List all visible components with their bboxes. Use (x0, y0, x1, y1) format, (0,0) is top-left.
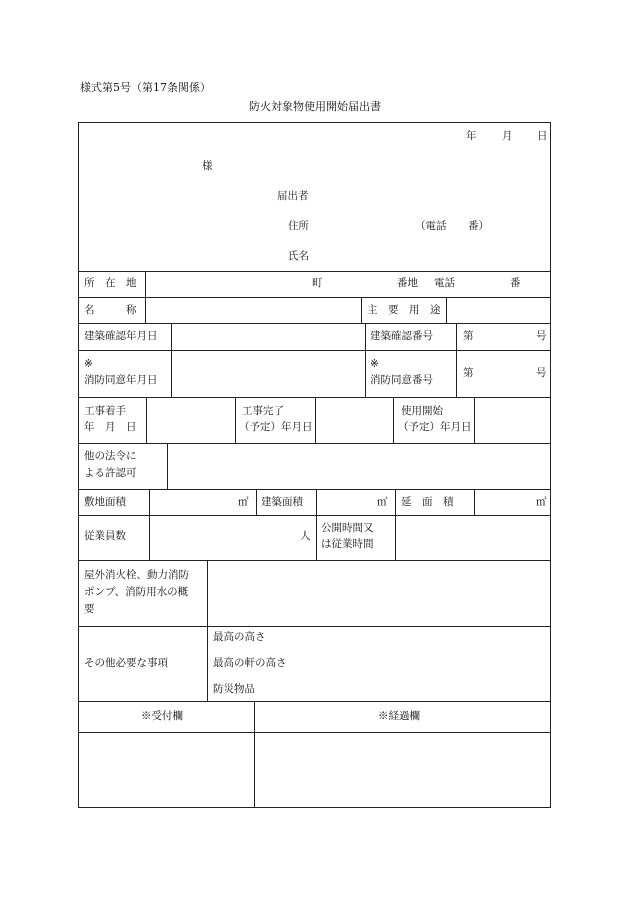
employees-label: 従業員数 (84, 530, 126, 542)
location-lot: 番地 (397, 277, 418, 289)
col-divider (149, 515, 150, 560)
construct-start-line2: 年 月 日 (84, 421, 137, 433)
col-divider (145, 297, 146, 323)
floor-area-unit: ㎡ (536, 496, 547, 508)
build-confirm-no-suffix: 号 (536, 330, 547, 342)
progress-label: ※経過欄 (378, 710, 420, 722)
col-divider (167, 443, 168, 489)
outdoor-hydrant-line3: 要 (84, 603, 95, 615)
row-divider (79, 323, 550, 324)
col-divider (254, 701, 255, 808)
col-divider (446, 297, 447, 323)
row-divider (79, 560, 550, 561)
col-divider (235, 397, 236, 443)
col-divider (395, 489, 396, 515)
reception-label: ※受付欄 (141, 710, 183, 722)
row-divider (79, 297, 550, 298)
floor-area-label: 延 面 積 (401, 496, 454, 508)
public-hours-line1: 公開時間又 (321, 522, 374, 534)
other-law-line2: よる許認可 (84, 467, 137, 479)
fire-consent-date-label: 消防同意年月日 (84, 374, 158, 386)
outdoor-hydrant-line2: ポンプ、消防用水の概 (84, 586, 189, 598)
build-confirm-no-label: 建築確認番号 (370, 330, 433, 342)
addressee-suffix: 様 (202, 160, 213, 172)
construct-end-line1: 工事完了 (242, 405, 284, 417)
page-title: 防火対象物使用開始届出書 (249, 100, 381, 113)
build-confirm-date-label: 建築確認年月日 (84, 330, 158, 342)
fire-consent-no-label: 消防同意番号 (370, 374, 433, 386)
col-divider (393, 397, 394, 443)
col-divider (361, 297, 362, 323)
row-divider (79, 701, 550, 702)
construct-start-line1: 工事着手 (84, 405, 126, 417)
date-day-label: 日 (537, 130, 548, 142)
col-divider (207, 626, 208, 701)
fire-consent-no-suffix: 号 (536, 367, 547, 379)
building-area-unit: ㎡ (377, 496, 388, 508)
fire-consent-no-asterisk: ※ (370, 358, 379, 370)
max-height-label: 最高の高さ (213, 631, 266, 643)
location-town: 町 (312, 277, 323, 289)
fire-consent-date-asterisk: ※ (84, 358, 93, 370)
public-hours-line2: は従業時間 (321, 538, 374, 550)
location-label: 所 在 地 (84, 277, 137, 289)
col-divider (256, 489, 257, 515)
form-number: 様式第5号（第17条関係） (80, 81, 211, 94)
site-area-unit: ㎡ (238, 496, 249, 508)
col-divider (365, 323, 366, 397)
construct-end-line2: （予定）年月日 (239, 421, 313, 433)
date-year-label: 年 (466, 130, 477, 142)
row-divider (79, 732, 550, 733)
location-phone-suffix: 番 (510, 277, 521, 289)
row-divider (79, 271, 550, 272)
col-divider (145, 271, 146, 297)
fire-consent-no-prefix: 第 (463, 367, 474, 379)
col-divider (207, 560, 208, 626)
main-use-label: 主 要 用 途 (367, 304, 441, 316)
date-month-label: 月 (502, 130, 513, 142)
col-divider (395, 515, 396, 560)
use-start-line1: 使用開始 (401, 405, 443, 417)
col-divider (316, 489, 317, 515)
col-divider (171, 323, 172, 397)
col-divider (315, 397, 316, 443)
build-confirm-no-prefix: 第 (463, 330, 474, 342)
employees-unit: 人 (300, 530, 311, 542)
col-divider (149, 489, 150, 515)
row-divider (79, 350, 550, 351)
address-label: 住所 (288, 220, 309, 232)
outdoor-hydrant-line1: 屋外消火栓、動力消防 (84, 569, 189, 581)
submitter-label: 届出者 (277, 190, 309, 202)
name-row-label: 名 称 (84, 304, 137, 316)
row-divider (79, 443, 550, 444)
col-divider (456, 323, 457, 397)
max-eave-height-label: 最高の軒の高さ (213, 657, 287, 669)
form-table (78, 122, 551, 808)
hazardous-materials-label: 防災物品 (213, 683, 255, 695)
location-phone: 電話 (434, 277, 455, 289)
other-items-label: その他必要な事項 (84, 657, 168, 669)
phone-open-label: （電話 (415, 220, 447, 232)
building-area-label: 建築面積 (261, 496, 303, 508)
use-start-line2: （予定）年月日 (398, 421, 472, 433)
col-divider (474, 397, 475, 443)
other-law-line1: 他の法令に (84, 450, 137, 462)
row-divider (79, 626, 550, 627)
name-label: 氏名 (288, 250, 309, 262)
col-divider (146, 397, 147, 443)
site-area-label: 敷地面積 (84, 496, 126, 508)
col-divider (474, 489, 475, 515)
col-divider (316, 515, 317, 560)
phone-close-label: 番） (468, 220, 489, 232)
